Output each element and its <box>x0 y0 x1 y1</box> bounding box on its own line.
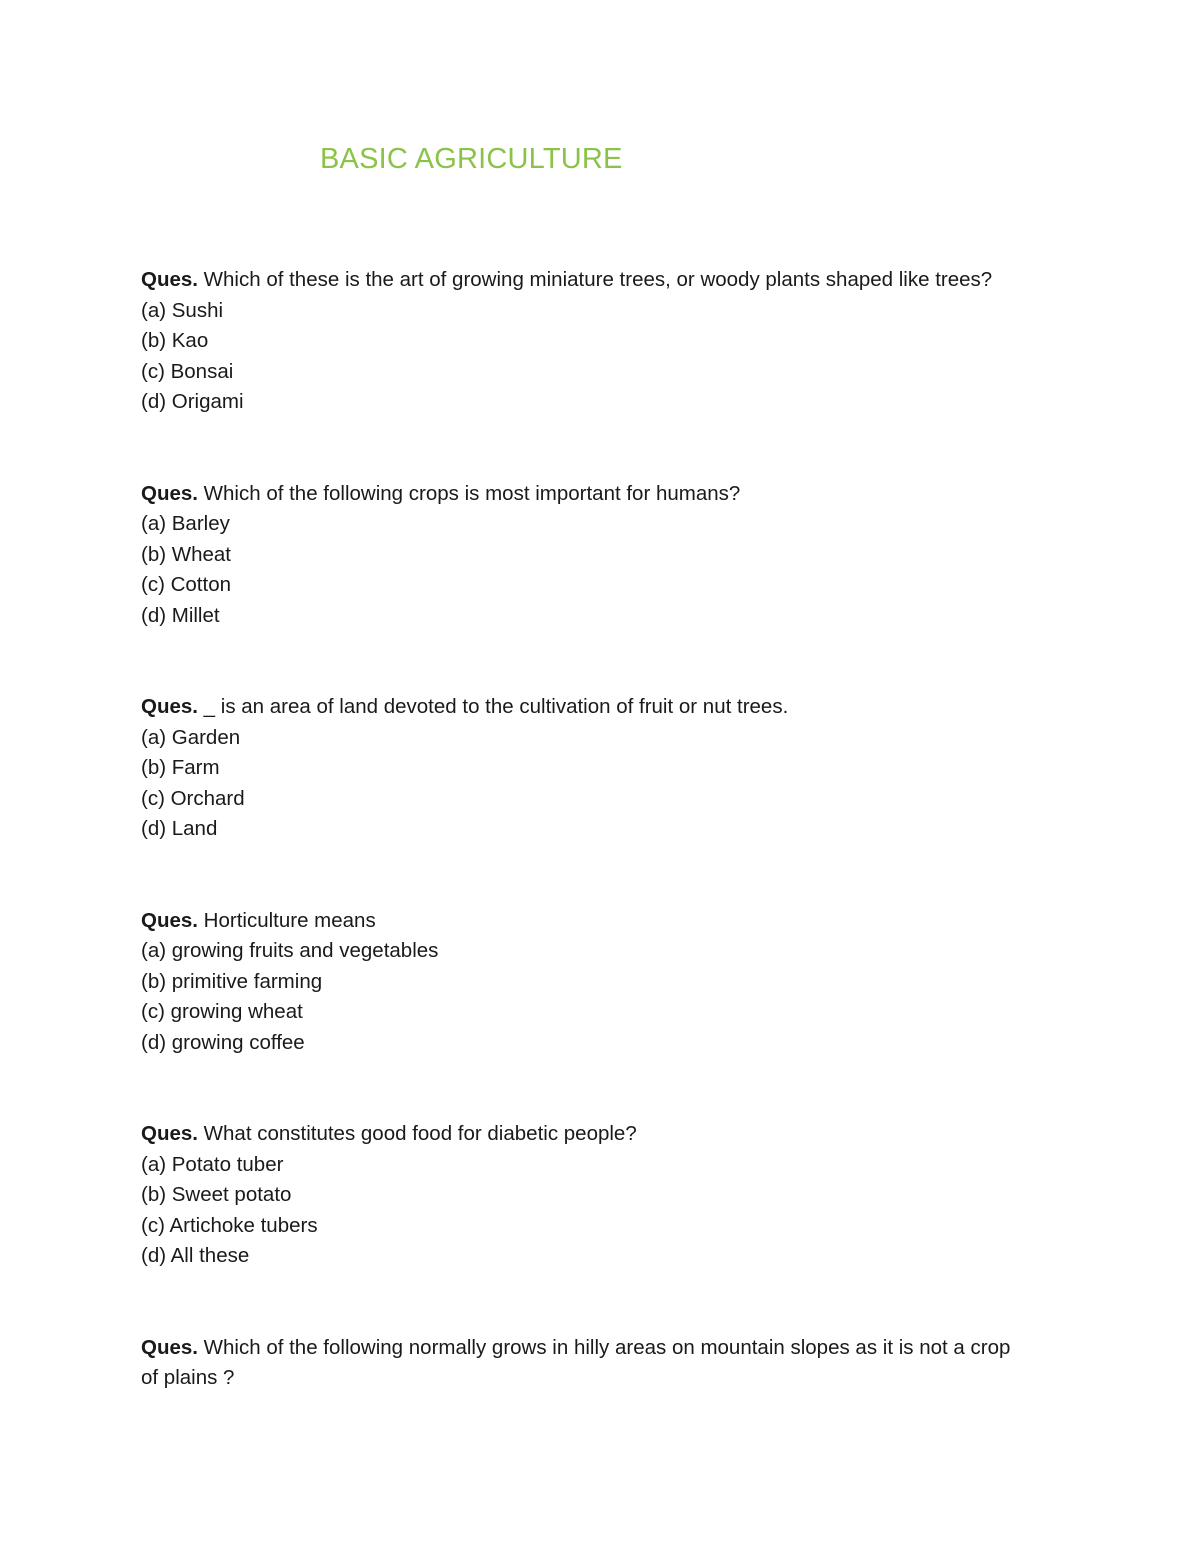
question-prefix: Ques. <box>141 1335 198 1359</box>
question-text <box>141 906 1041 937</box>
option-list <box>141 936 1041 1058</box>
question-block <box>141 479 1041 693</box>
option-b: (b) primitive farming <box>141 969 323 993</box>
option-c: (c) Cotton <box>141 573 231 596</box>
option-d: (d) All these <box>141 1244 250 1267</box>
option-d: (d) Origami <box>141 390 244 413</box>
option-a: (a) Potato tuber <box>141 1152 284 1176</box>
option-b: (b) Farm <box>141 756 220 779</box>
question-body: _ is an area of land devoted to the cultivation of fruit or nut trees. <box>197 695 789 718</box>
question-body: Which of the following normally grows in hilly areas on mountain slopes as it is not a crop of plains ? <box>141 1335 1011 1389</box>
question-body: Which of these is the art of growing miniature trees, or woody plants shaped like trees? <box>197 268 993 291</box>
question-text <box>141 265 1041 296</box>
option-b: (b) Sweet potato <box>141 1183 292 1206</box>
option-d: (d) growing coffee <box>141 1030 305 1054</box>
question-prefix: Ques. <box>141 268 198 291</box>
option-b: (b) Wheat <box>141 542 231 566</box>
option-c: (c) Orchard <box>141 786 245 810</box>
question-text <box>141 692 1041 723</box>
option-a: (a) growing fruits and vegetables <box>141 939 439 962</box>
question-block <box>141 906 1041 1120</box>
question-block <box>141 692 1041 906</box>
question-text <box>141 1119 1041 1150</box>
option-d: (d) Land <box>141 817 218 840</box>
option-a: (a) Sushi <box>141 298 224 322</box>
question-block <box>141 1333 1041 1547</box>
option-d: (d) Millet <box>141 603 220 627</box>
option-a: (a) Garden <box>141 725 241 749</box>
question-body: Which of the following crops is most important for humans? <box>197 481 741 505</box>
option-list <box>141 509 1041 631</box>
option-list <box>141 296 1041 418</box>
question-body: What constitutes good food for diabetic people? <box>197 1122 637 1145</box>
question-text <box>141 479 1041 510</box>
question-list <box>141 265 1041 1546</box>
question-prefix: Ques. <box>141 908 198 932</box>
option-b: (b) Kao <box>141 329 209 352</box>
option-c: (c) Bonsai <box>141 359 234 383</box>
option-c: (c) Artichoke tubers <box>141 1213 318 1237</box>
question-block <box>141 1119 1041 1333</box>
question-body: Horticulture means <box>197 908 376 932</box>
question-prefix: Ques. <box>141 695 198 718</box>
option-c: (c) growing wheat <box>141 1000 303 1023</box>
question-prefix: Ques. <box>141 481 198 505</box>
option-list <box>141 1150 1041 1272</box>
question-text <box>141 1333 1031 1394</box>
option-list <box>141 723 1041 845</box>
question-block <box>141 265 1041 479</box>
option-a: (a) Barley <box>141 512 230 535</box>
document-title: BASIC AGRICULTURE <box>320 143 623 175</box>
question-prefix: Ques. <box>141 1122 198 1145</box>
